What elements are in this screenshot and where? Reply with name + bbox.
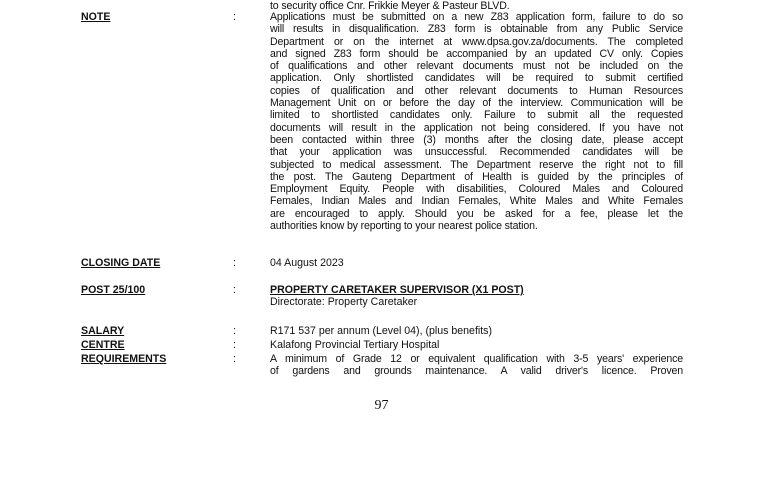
colon: :	[233, 11, 236, 23]
centre-value: Kalafong Provincial Tertiary Hospital	[270, 339, 440, 351]
colon: :	[233, 257, 236, 269]
text-line: Females, Indian Males and Indian Females, White Males and White Females	[270, 195, 683, 208]
page-number: 97	[374, 398, 389, 413]
text-line: A minimum of Grade 12 or equivalent qualification with 3-5 years' experience	[270, 353, 683, 365]
text-line: are encouraged to apply. Should you be asked for a fee, please let the	[270, 207, 683, 220]
text-line: application. Only shortlisted candidates will be required to submit certified	[270, 72, 683, 85]
text-line: Department or on the internet at www.dpsa.gov.za/documents. The completed	[270, 35, 683, 48]
post-directorate: Directorate: Property Caretaker	[270, 296, 418, 309]
text-line: of gardens and grounds maintenance. A valid driver's licence. Proven	[270, 365, 683, 378]
requirements-text	[270, 353, 683, 378]
text-line: Applications must be submitted on a new Z83 application form, failure to do so	[270, 11, 683, 23]
colon: :	[233, 284, 236, 296]
previous-tail-line: to security office Cnr. Frikkie Meyer & Pasteur BLVD.	[270, 0, 510, 12]
text-line: documents will result in the application not being considered. If you have not	[270, 121, 683, 134]
text-line: will results in disqualification. Z83 form is obtainable from any Public Service	[270, 23, 683, 36]
salary-value: R171 537 per annum (Level 04), (plus benefits)	[270, 325, 493, 337]
text-line: been contacted within three (3) months after the closing date, please accept	[270, 133, 683, 146]
closing-date-value: 04 August 2023	[270, 257, 344, 269]
text-line: copies of qualification and other relevant documents to Human Resources	[270, 84, 683, 97]
text-line: the post. The Gauteng Department of Health is guided by the principles of	[270, 170, 683, 183]
text-line: authorities know by reporting to your nearest police station.	[270, 220, 538, 233]
text-line: that your application was unsuccessful. Recommended candidates will be	[270, 146, 683, 159]
text-line: Employment Equity. People with disabilities, Coloured Males and Coloured	[270, 183, 683, 196]
colon: :	[233, 325, 236, 337]
requirements-label: REQUIREMENTS	[81, 353, 167, 365]
text-line: Management Unit on or before the day of the interview. Communication will be	[270, 97, 683, 110]
colon: :	[233, 339, 236, 351]
centre-label: CENTRE	[81, 339, 125, 351]
post-label: POST 25/100	[81, 284, 146, 296]
colon: :	[233, 353, 236, 365]
closing-date-label: CLOSING DATE	[81, 257, 161, 269]
text-line: of qualifications and other relevant documents must not be included on the	[270, 60, 683, 73]
text-line: subjected to medical assessment. The Department reserve the right not to fill	[270, 158, 683, 171]
note-text	[270, 11, 683, 232]
text-line: limited to shortlisted candidates only. Failure to submit all the requested	[270, 109, 683, 122]
text-line: and signed Z83 form should be accompanied by an updated CV only. Copies	[270, 47, 683, 60]
note-label: NOTE	[81, 11, 111, 23]
post-title: PROPERTY CARETAKER SUPERVISOR (X1 POST)	[270, 284, 524, 296]
salary-label: SALARY	[81, 325, 125, 337]
